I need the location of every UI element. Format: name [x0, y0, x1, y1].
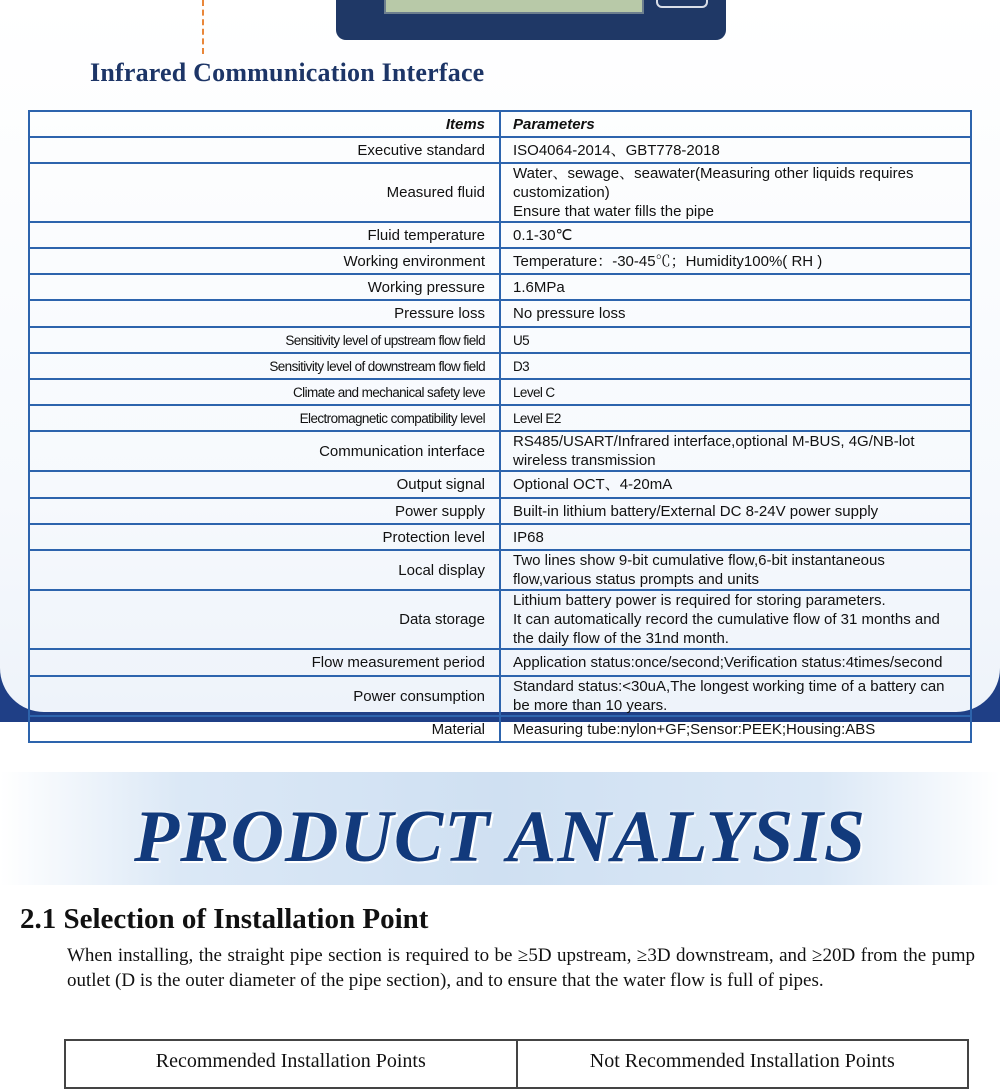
row-item-label: Output signal [29, 471, 500, 498]
not-recommended-header: Not Recommended Installation Points [517, 1040, 969, 1088]
header-items: Items [29, 111, 500, 137]
table-row [29, 137, 971, 163]
row-item-label: Material [29, 716, 500, 742]
table-row [29, 716, 971, 742]
parameter-line: U5 [513, 332, 530, 348]
row-parameter-value [500, 405, 971, 431]
parameter-line: Standard status:<30uA,The longest working time of a battery can be more than 10 years. [513, 678, 945, 714]
table-row [29, 353, 971, 379]
row-item-label: Climate and mechanical safety leve [29, 379, 500, 405]
installation-points-table [64, 1039, 969, 1089]
row-parameter-value [500, 590, 971, 649]
parameter-line: It can automatically record the cumulative flow of 31 months and the daily flow of the 31nd month. [513, 611, 940, 647]
parameter-line: Ensure that water fills the pipe [513, 203, 714, 220]
parameter-line: Optional OCT、4-20mA [513, 476, 673, 493]
row-parameter-value [500, 498, 971, 524]
row-item-label: Flow measurement period [29, 649, 500, 676]
parameter-line: Built-in lithium battery/External DC 8-24V power supply [513, 502, 879, 520]
parameter-line: 0.1-30℃ [513, 226, 573, 244]
table-row [29, 590, 971, 649]
row-parameter-value [500, 676, 971, 716]
row-parameter-value [500, 716, 971, 742]
table-row [29, 379, 971, 405]
table-row [29, 300, 971, 327]
meter-lcd-screen [384, 0, 644, 14]
row-item-label: Executive standard [29, 137, 500, 163]
row-parameter-value [500, 137, 971, 163]
row-parameter-value [500, 431, 971, 471]
table-row [29, 649, 971, 676]
parameters-table [28, 110, 972, 743]
table-row [29, 248, 971, 274]
parameter-line: 1.6MPa [513, 278, 565, 296]
parameter-line: Application status:once/second;Verification status:4times/second [513, 654, 943, 671]
table-row [29, 676, 971, 716]
parameter-line: Two lines show 9-bit cumulative flow,6-bit instantaneous flow,various status prompts and units [513, 552, 885, 588]
table-row [29, 163, 971, 222]
row-parameter-value [500, 353, 971, 379]
parameter-line: Water、sewage、seawater(Measuring other liquids requires customization) [513, 165, 914, 201]
row-parameter-value [500, 379, 971, 405]
row-parameter-value [500, 550, 971, 590]
callout-dash-line [202, 0, 204, 54]
parameter-line: RS485/USART/Infrared interface,optional M-BUS, 4G/NB-lot wireless transmission [513, 433, 915, 469]
row-parameter-value [500, 248, 971, 274]
parameter-line: Level C [513, 384, 555, 400]
row-item-label: Working environment [29, 248, 500, 274]
row-item-label: Power consumption [29, 676, 500, 716]
row-item-label: Working pressure [29, 274, 500, 300]
table-row [29, 405, 971, 431]
row-item-label: Electromagnetic compatibility level [29, 405, 500, 431]
row-item-label: Sensitivity level of downstream flow field [29, 353, 500, 379]
parameter-line: Measuring tube:nylon+GF;Sensor:PEEK;Housing:ABS [513, 720, 876, 738]
table-row [29, 550, 971, 590]
parameter-line: Lithium battery power is required for storing parameters. [513, 592, 886, 609]
row-parameter-value [500, 471, 971, 498]
installation-subtitle: 2.1 Selection of Installation Point [20, 903, 429, 935]
table-row [29, 274, 971, 300]
parameter-line: D3 [513, 358, 530, 374]
row-item-label: Fluid temperature [29, 222, 500, 248]
row-parameter-value [500, 300, 971, 327]
row-item-label: Power supply [29, 498, 500, 524]
recommended-header: Recommended Installation Points [65, 1040, 517, 1088]
parameter-line: IP68 [513, 528, 544, 546]
section-title: Infrared Communication Interface [90, 58, 485, 87]
row-parameter-value [500, 327, 971, 353]
row-item-label: Measured fluid [29, 163, 500, 222]
table-row [29, 524, 971, 550]
installation-description: When installing, the straight pipe section is required to be ≥5D upstream, ≥3D downstream, and ≥20D from the pump outlet (D is the outer diameter of the pipe section), and to ensure that the water flow is full of pipes. [67, 945, 975, 991]
row-parameter-value [500, 274, 971, 300]
table-row [29, 431, 971, 471]
table-row [29, 471, 971, 498]
table-row [29, 327, 971, 353]
table-header-row [29, 111, 971, 137]
row-item-label: Data storage [29, 590, 500, 649]
row-parameter-value [500, 163, 971, 222]
row-parameter-value [500, 649, 971, 676]
header-parameters: Parameters [500, 111, 971, 137]
row-item-label: Local display [29, 550, 500, 590]
parameter-line: Level E2 [513, 410, 561, 426]
banner-title: PRODUCT ANALYSIS [133, 796, 867, 878]
meter-button [656, 0, 708, 8]
row-parameter-value [500, 222, 971, 248]
parameter-line: No pressure loss [513, 305, 626, 322]
row-item-label: Communication interface [29, 431, 500, 471]
row-item-label: Sensitivity level of upstream flow field [29, 327, 500, 353]
parameter-line: ISO4064-2014、GBT778-2018 [513, 141, 720, 159]
parameter-line: Temperature：-30-45℃；Humidity100%( RH ) [513, 252, 823, 270]
row-item-label: Protection level [29, 524, 500, 550]
row-parameter-value [500, 524, 971, 550]
table-row [29, 498, 971, 524]
table-row [29, 222, 971, 248]
row-item-label: Pressure loss [29, 300, 500, 327]
